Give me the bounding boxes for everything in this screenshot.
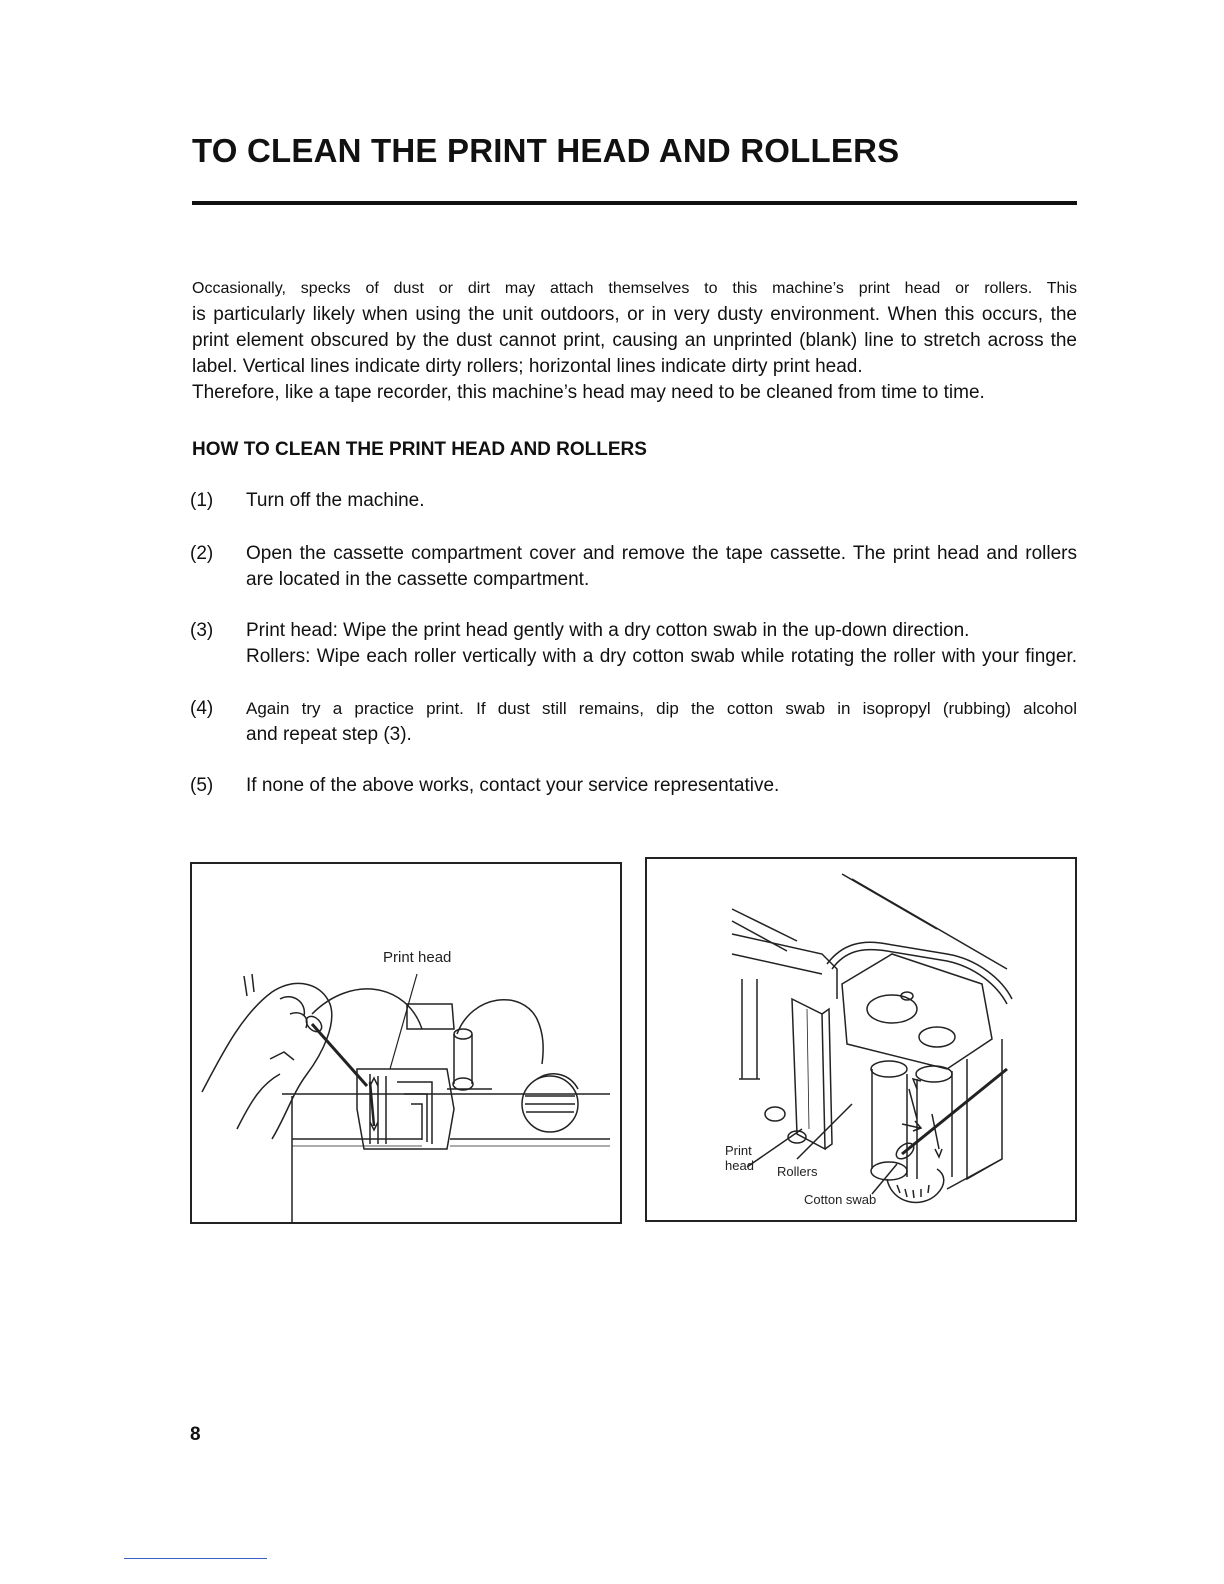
- figure-print-head: [190, 862, 622, 1224]
- label-print-head: Print head: [383, 949, 452, 966]
- step-text: If none of the above works, contact your service representative.: [246, 775, 780, 796]
- step-1: [190, 488, 1077, 514]
- page-title: TO CLEAN THE PRINT HEAD AND ROLLERS: [192, 132, 900, 169]
- intro-line-5: Therefore, like a tape recorder, this machine’s head may need to be cleaned from time to time.: [192, 382, 985, 403]
- step-number: (4): [190, 698, 214, 719]
- step-text: Again try a practice print. If dust still remains, dip the cotton swab in isopropyl (rubbing) alcohol: [246, 699, 1077, 718]
- step-text: Print head: Wipe the print head gently with a dry cotton swab in the up-down direction.: [246, 620, 970, 641]
- step-number: (3): [190, 620, 214, 641]
- step-text-continued: and repeat step (3).: [246, 724, 412, 745]
- section-heading: HOW TO CLEAN THE PRINT HEAD AND ROLLERS: [192, 439, 647, 460]
- step-3: [190, 618, 1077, 670]
- step-number: (2): [190, 543, 214, 564]
- label-rollers: Rollers: [777, 1164, 818, 1179]
- label-print: Print: [725, 1143, 752, 1158]
- title-divider: [192, 201, 1077, 205]
- label-cotton-swab: Cotton swab: [804, 1192, 877, 1207]
- step-5: [190, 773, 1077, 799]
- step-text-continued: Rollers: Wipe each roller vertically with a dry cotton swab while rotating the roller with your finger.: [246, 646, 1077, 667]
- figure-rollers: [645, 857, 1077, 1222]
- intro-line-3: print element obscured by the dust cannot print, causing an unprinted (blank) line to stretch across the: [192, 330, 1077, 351]
- intro-line-4: label. Vertical lines indicate dirty rollers; horizontal lines indicate dirty print head.: [192, 356, 863, 377]
- step-number: (1): [190, 490, 214, 511]
- step-2: [190, 541, 1077, 593]
- intro-paragraph: [192, 276, 1077, 406]
- step-4: [190, 696, 1077, 748]
- print-head-illustration: [192, 864, 620, 1222]
- intro-line-2: is particularly likely when using the unit outdoors, or in very dusty environment. When this occurs, the: [192, 304, 1077, 325]
- step-text-continued: are located in the cassette compartment.: [246, 569, 590, 590]
- step-number: (5): [190, 775, 214, 796]
- page-number: 8: [190, 1424, 201, 1445]
- step-text: Open the cassette compartment cover and remove the tape cassette. The print head and rollers: [246, 543, 1077, 564]
- footer-rule: [124, 1558, 267, 1559]
- intro-line-1: Occasionally, specks of dust or dirt may attach themselves to this machine’s print head or rollers. This: [192, 280, 1077, 297]
- label-head: head: [725, 1158, 754, 1173]
- rollers-illustration: [647, 859, 1075, 1220]
- step-text: Turn off the machine.: [246, 490, 425, 511]
